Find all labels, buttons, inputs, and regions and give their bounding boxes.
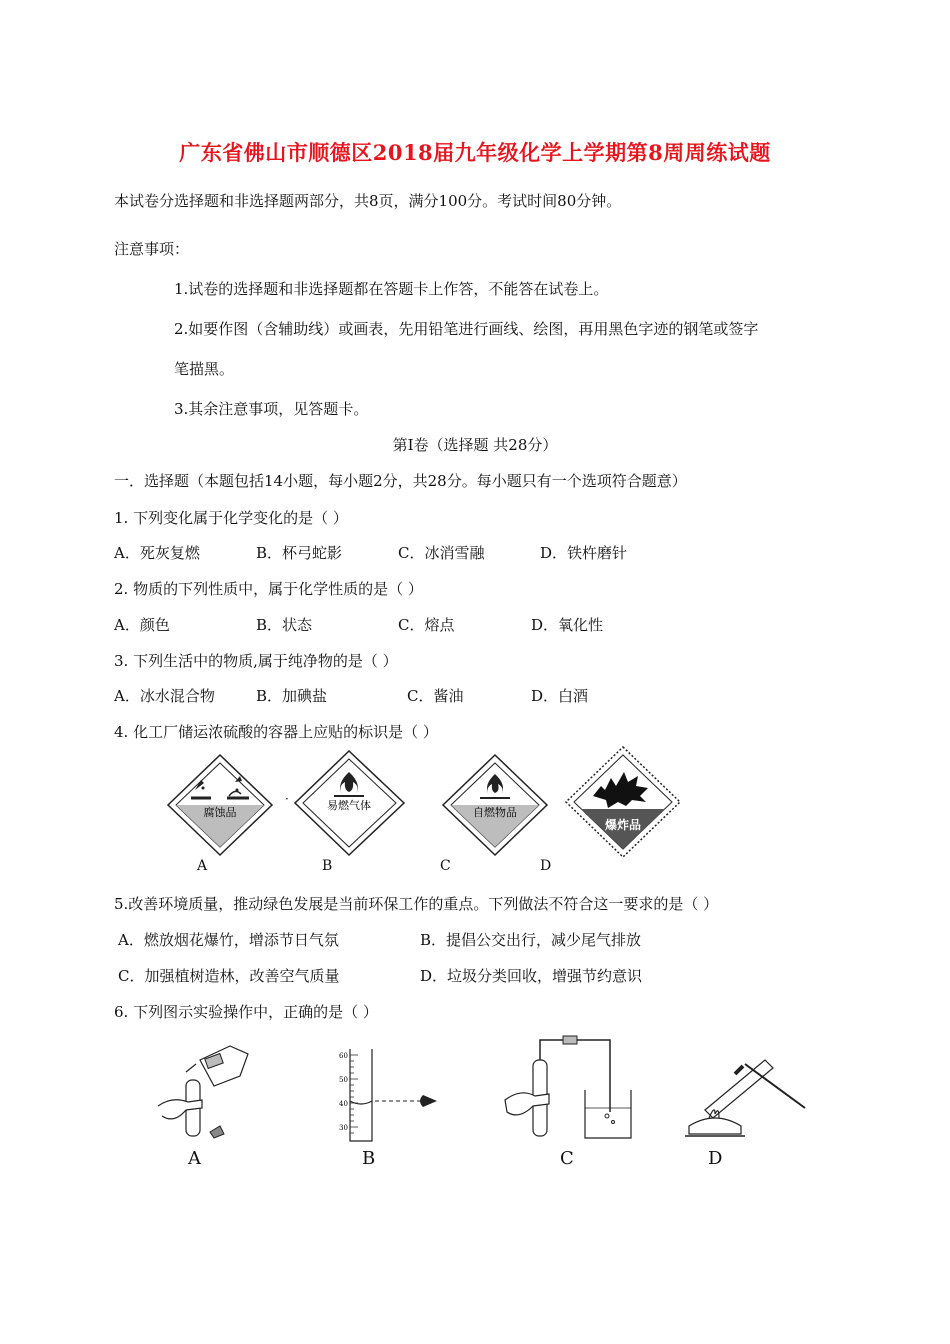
q2-option-c: C．熔点 bbox=[398, 616, 455, 634]
section-title: 第Ⅰ卷（选择题 共28分） bbox=[392, 436, 558, 454]
figure-letter-b: B bbox=[362, 1148, 376, 1169]
q2-option-d: D．氧化性 bbox=[531, 616, 604, 634]
question-4-stem: 4. 化工厂储运浓硫酸的容器上应贴的标识是（ ） bbox=[114, 723, 438, 741]
cylinder-reading-figure bbox=[325, 1045, 455, 1145]
airtightness-check-figure bbox=[495, 1030, 635, 1145]
sign-letter-a: A bbox=[197, 858, 208, 874]
tick-30: 30 bbox=[339, 1124, 348, 1132]
page-title: 广东省佛山市顺德区2018届九年级化学上学期第8周周练试题 bbox=[179, 140, 771, 165]
note-3: 3.其余注意事项，见答题卡。 bbox=[174, 400, 369, 418]
q2-option-a: A．颜色 bbox=[114, 616, 170, 634]
q3-option-c: C．酱油 bbox=[407, 687, 464, 705]
q5-option-c: C．加强植树造林，改善空气质量 bbox=[118, 967, 340, 985]
question-5-stem: 5.改善环境质量，推动绿色发展是当前环保工作的重点。下列做法不符合这一要求的是（ ） bbox=[114, 895, 719, 913]
explosive-sign bbox=[563, 744, 683, 860]
notes-heading: 注意事项： bbox=[114, 240, 190, 258]
sign-c-label: 自燃物品 bbox=[473, 806, 517, 819]
tick-60: 60 bbox=[339, 1052, 348, 1060]
q5-option-d: D．垃圾分类回收，增强节约意识 bbox=[420, 967, 643, 985]
sign-letter-b: B bbox=[322, 858, 333, 874]
flammable-gas-sign bbox=[292, 748, 407, 858]
question-2-stem: 2. 物质的下列性质中，属于化学性质的是（ ） bbox=[114, 580, 423, 598]
sign-d-label: 爆炸品 bbox=[604, 818, 642, 832]
tick-50: 50 bbox=[339, 1076, 348, 1084]
q1-option-d: D．铁杵磨针 bbox=[540, 544, 628, 562]
q3-option-b: B．加碘盐 bbox=[256, 687, 328, 705]
eye-icon bbox=[420, 1095, 437, 1107]
question-1-stem: 1. 下列变化属于化学变化的是（ ） bbox=[114, 509, 348, 527]
q2-option-b: B．状态 bbox=[256, 616, 313, 634]
q3-option-a: A．冰水混合物 bbox=[114, 687, 215, 705]
sign-letter-d: D bbox=[540, 858, 552, 874]
note-1: 1.试卷的选择题和非选择题都在答题卡上作答，不能答在试卷上。 bbox=[174, 280, 609, 298]
figure-letter-c: C bbox=[560, 1148, 574, 1169]
q1-option-c: C．冰消雪融 bbox=[398, 544, 485, 562]
figure-letter-a: A bbox=[188, 1148, 201, 1169]
corrosive-sign bbox=[165, 752, 275, 858]
q5-option-b: B．提倡公交出行，减少尾气排放 bbox=[420, 931, 642, 949]
q1-option-a: A．死灰复燃 bbox=[114, 544, 200, 562]
tick-40: 40 bbox=[339, 1100, 348, 1108]
part-heading: 一．选择题（本题包括14小题，每小题2分，共28分。每小题只有一个选项符合题意） bbox=[114, 472, 687, 490]
note-2-cont: 笔描黑。 bbox=[174, 360, 235, 378]
intro-text: 本试卷分选择题和非选择题两部分，共8页，满分100分。考试时间80分钟。 bbox=[114, 192, 622, 210]
spontaneous-combustion-sign bbox=[440, 752, 550, 858]
sign-a-label: 腐蚀品 bbox=[203, 806, 237, 819]
q5-option-a: A．燃放烟花爆竹，增添节日气氛 bbox=[118, 931, 339, 949]
q1-option-b: B．杯弓蛇影 bbox=[256, 544, 343, 562]
pouring-liquid-figure bbox=[150, 1040, 260, 1150]
sign-letter-c: C bbox=[440, 858, 451, 874]
figure-letter-d: D bbox=[708, 1148, 723, 1169]
q3-option-d: D．白酒 bbox=[531, 687, 589, 705]
sign-b-label: 易燃气体 bbox=[327, 799, 371, 812]
question-6-stem: 6. 下列图示实验操作中，正确的是（ ） bbox=[114, 1003, 378, 1021]
heating-test-tube-figure bbox=[675, 1040, 815, 1145]
question-3-stem: 3. 下列生活中的物质,属于纯净物的是（ ） bbox=[114, 652, 398, 670]
note-2: 2.如要作图（含辅助线）或画表，先用铅笔进行画线、绘图，再用黑色字迹的钢笔或签字 bbox=[174, 320, 759, 338]
